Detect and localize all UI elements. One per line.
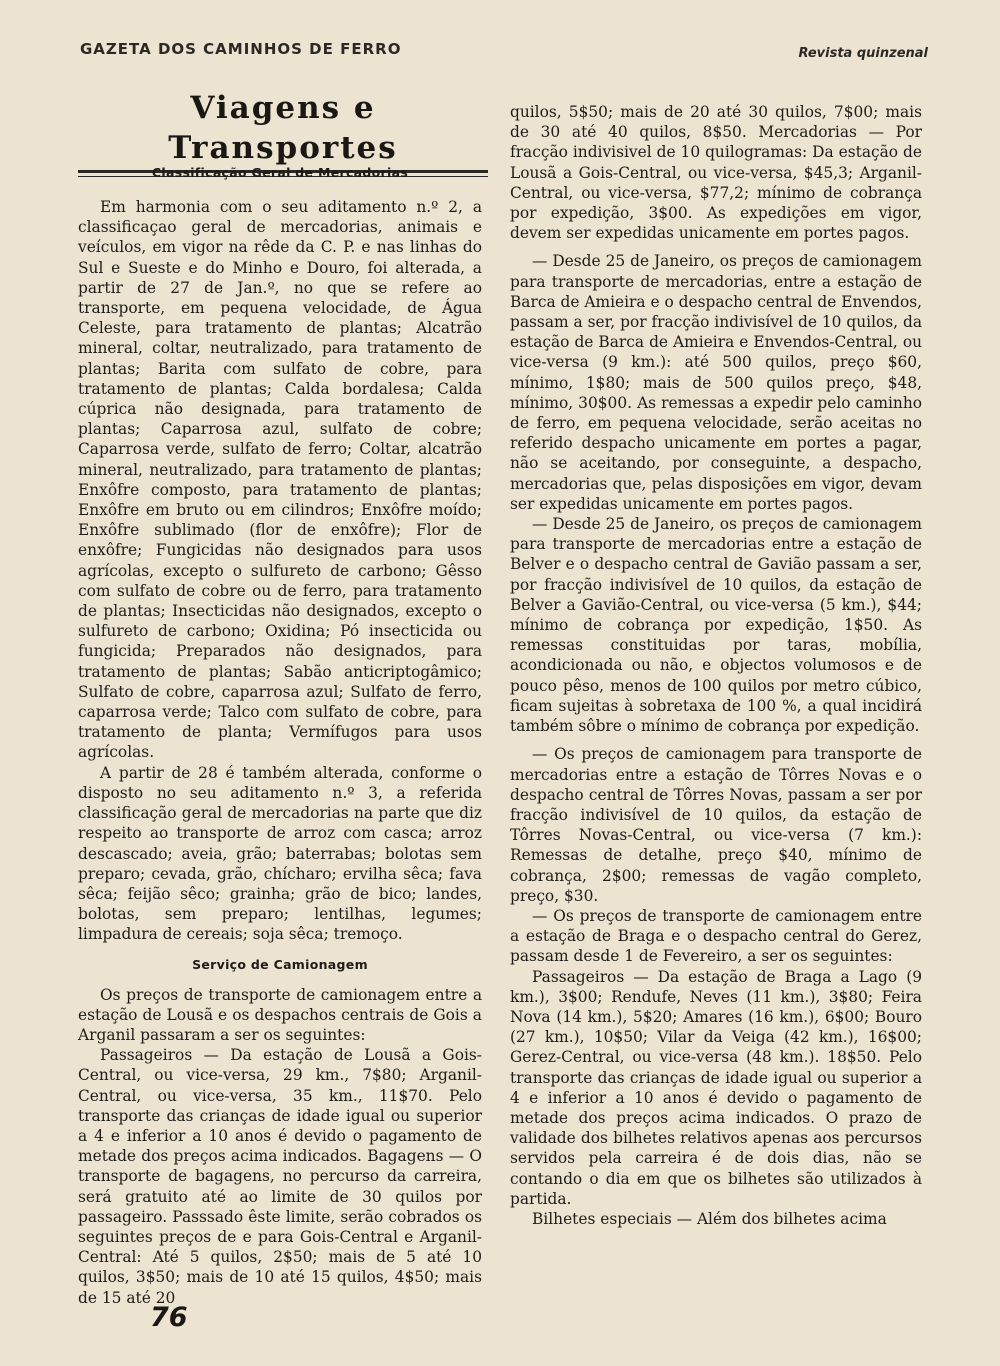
paragraph: Bilhetes especiais — Além dos bilhetes acima — [532, 1209, 887, 1228]
right-column — [510, 102, 922, 1229]
left-column — [78, 163, 482, 1308]
paragraph: Os preços de transporte de camionagem entre a estação de Lousã e os despachos centrais de Gois a Arganil passaram a ser os seguintes: — [78, 985, 482, 1044]
publication-name: GAZETA DOS CAMINHOS DE FERRO — [80, 40, 402, 58]
publication-subtitle: Revista quinzenal — [798, 46, 928, 61]
article-title: Viagens e Transportes — [168, 90, 398, 166]
section-heading: Serviço de Camionagem — [192, 956, 368, 972]
paragraph: — Desde 25 de Janeiro, os preços de camionagem para transporte de mercadorias, entre a estação de Barca de Amieira e o despacho central de Envendos, passam a ser, por fracção indivisível de 10 quilos, da estação de Barca de Amieira e Envendos-Central, ou vice-versa (9 km.): até 500 quilos, preço $60, mínimo, 1$80; mais de 500 quilos preço, $48, mínimo, 30$00. As remessas a expedir pelo caminho de ferro, em pequena velocidade, serão aceitas no referido despacho unicamente em portes a pagar, não se aceitando, por conseguinte, a despacho, mercadorias que, pelas disposições em vigor, devam ser expedidas unicamente em portes pagos. — [510, 252, 923, 513]
paragraph: Passageiros — Da estação de Braga a Lago (9 km.), 3$00; Rendufe, Neves (11 km.), 3$80; Feira Nova (14 km.), 5$20; Amares (16 km.), 6$00; Bouro (27 km.), 10$50; Vilar da Veiga (42 km.), 16$00; Gerez-Central, ou vice-versa (48 km.). 18$50. Pelo transporte das crianças de idade igual ou superior a 4 e inferior a 10 anos é devido o pagamento de metade dos preços acima indicados. O prazo de validade dos bilhetes relativos apenas aos percursos servidos pela carreira é de dois dias, não se contando o dia em que os bilhetes são utilizados à partida. — [510, 967, 922, 1208]
section-heading: Classificação Geral de Mercadorias — [151, 165, 409, 180]
page-number: 76 — [150, 1302, 188, 1333]
paragraph: — Os preços de transporte de camionagem entre a estação de Braga e o despacho central do Gerez, passam desde 1 de Fevereiro, a ser os seguintes: — [510, 906, 922, 966]
paragraph: Em harmonia com o seu aditamento n.º 2, a classificaçao geral de mercadorias, animais e veículos, em vigor na rêde da C. P. e nas linhas do Sul e Sueste e do Minho e Douro, foi alterada, a partir de 27 de Jan.º, no que se refere ao transporte, em pequena velocidade, de Água Celeste, para tratamento de plantas; Alcatrão mineral, coltar, neutralizado, para tratamento de plantas; Barita com sulfato de cobre, para tratamento de plantas; Calda bordalesa; Calda cúprica não designada, para tratamento de plantas; Caparrosa azul, sulfato de cobre; Caparrosa verde, sulfato de ferro; Coltar, alcatrão mineral, neutralizado, para tratamento de plantas; Enxôfre composto, para tratamento de plantas; Enxôfre em bruto ou em cilindros; Enxôfre moído; Enxôfre sublimado (flor de enxôfre); Flor de enxôfre; Fungicidas não designados para usos agrícolas, excepto o sulfureto de carbono; Gêsso com sulfato de cobre ou de ferro, para tratamento de plantas; Insecticidas não designados, excepto o sulfureto de carbono; Oxidina; Pó insecticida ou fungicida; Preparados não designados, para tratamento de plantas; Sabão anticriptogâmico; Sulfato de cobre, caparrosa azul; Sulfato de ferro, caparrosa verde; Talco com sulfato de cobre, para tratamento de planta; Vermífugos para usos agrícolas. — [78, 198, 482, 762]
paragraph: — Os preços de camionagem para transporte de mercadorias entre a estação de Tôrres Novas e o despacho central de Tôrres Novas, passam a ser por fracção indivisível de 10 quilos, da estação de Tôrres Novas-Central, ou vice-versa (7 km.): Remessas de detalhe, preço $40, mínimo de cobrança, 2$00; remessas de vagão completo, preço, $30. — [510, 745, 922, 905]
paragraph: — Desde 25 de Janeiro, os preços de camionagem para transporte de mercadorias entre a estação de Belver e o despacho central de Gavião passam a ser, por fracção indivisível de 10 quilos, da estação de Belver a Gavião-Central, ou vice-versa (5 km.), $44; mínimo de cobrança por expedição, 1$50. As remessas constituidas por taras, mobília, acondicionada ou não, e objectos volumosos e de pouco pêso, menos de 100 quilos por metro cúbico, ficam sujeitas à sobretaxa de 100 %, a qual incidirá também sôbre o mínimo de cobrança por expedição. — [510, 515, 922, 736]
paragraph: A partir de 28 é também alterada, conforme o disposto no seu aditamento n.º 3, a referida classificação geral de mercadorias na parte que diz respeito ao transporte de arroz com casca; arroz descascado; aveia, grão; baterrabas; bolotas sem preparo; cevada, grão, chícharo; ervilha sêca; fava sêca; feijão sêco; grainha; grão de bico; landes, bolotas, sem preparo; lentilhas, legumes; limpadura de cereais; soja sêca; tremoço. — [78, 763, 482, 944]
paragraph: quilos, 5$50; mais de 20 até 30 quilos, 7$00; mais de 30 até 40 quilos, 8$50. Mercadorias — Por fracção indivisivel de 10 quilogramas: Da estação de Lousã a Gois-Central, ou vice-versa, $45,3; Arganil-Central, ou vice-versa, $77,2; mínimo de cobrança por expedição, 3$00. As expedições em vigor, devem ser expedidas unicamente em portes pagos. — [510, 103, 922, 243]
paragraph: Passageiros — Da estação de Lousã a Gois-Central, ou vice-versa, 29 km., 7$80; Arganil-Central, ou vice-versa, 35 km., 11$70. Pelo transporte das crianças de idade igual ou superior a 4 e inferior a 10 anos é devido o pagamento de metade dos preços acima indicados. Bagagens — O transporte de bagagens, no percurso da carreira, será gratuito até ao limite de 30 quilos por passageiro. Passsado êste limite, serão cobrados os seguintes preços de e para Gois-Central e Arganil-Central: Até 5 quilos, 2$50; mais de 5 até 10 quilos, 3$50; mais de 10 até 15 quilos, 4$50; mais de 15 até 20 — [78, 1046, 482, 1307]
